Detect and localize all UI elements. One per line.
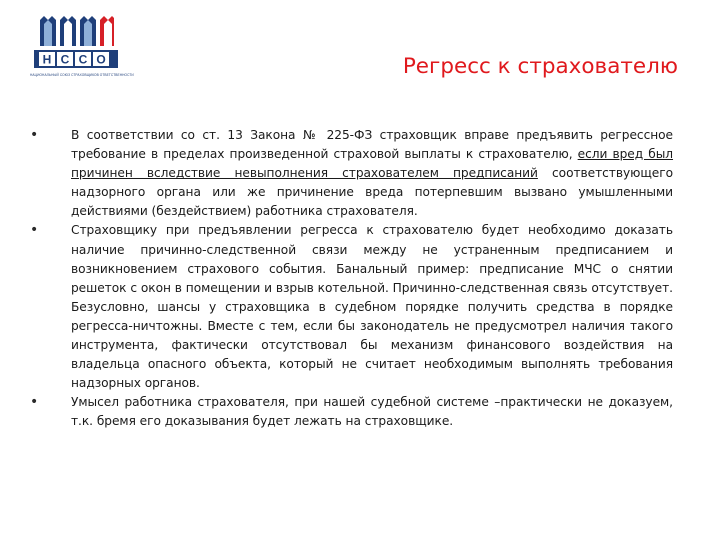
nsso-logo xyxy=(30,14,134,80)
bullet-marker: • xyxy=(30,127,39,143)
bullet-text: Страховщику при предъявлении регресса к страхователю будет необходимо доказать наличие причинно-следственной связи между не устраненным предписанием и возникновением страхового события. Банальный пример: предписание МЧС о снятии решеток с окон в помещении и взрыв котельной. Причинно-следственная связь отсутствует. Безусловно, шансы у страховщика в судебном порядке получить средства в порядке регресса-ничтожны. Вместе с тем, если бы законодатель не предусмотрел наличия такого инструмента, фактически отсутствовал бы механизм финансового воздействия на владельца опасного объекта, который не считает необходимым выполнять требования надзорных органов. xyxy=(71,223,673,391)
bullet-text: Умысел работника страхователя, при нашей судебной системе –практически не доказуем, т.к. бремя его доказывания будет лежать на страховщике. xyxy=(71,395,673,429)
bullet-item xyxy=(30,393,673,431)
bullet-marker: • xyxy=(30,222,39,239)
bullet-item xyxy=(30,221,673,393)
logo-letter: О xyxy=(96,52,106,67)
logo-letter: С xyxy=(78,52,88,67)
bullet-item xyxy=(30,126,673,221)
bullet-text xyxy=(71,126,673,221)
nsso-logo-icon xyxy=(30,14,122,72)
bullet-text-part: соответствующего надзорного органа или же причинение вреда потерпевшим вызвано умышленными действиями (бездействием) работника страхователя. xyxy=(71,166,673,219)
logo-caption: НАЦИОНАЛЬНЫЙ СОЮЗ СТРАХОВЩИКОВ ОТВЕТСТВЕННОСТИ xyxy=(30,73,134,77)
bullet-marker: • xyxy=(30,394,39,411)
underlined-text: если вред был причинен вследствие невыполнения страхователем предписаний xyxy=(71,147,674,181)
bullet-text-part: В соответствии со ст. 13 Закона № 225-ФЗ страховщик вправе предъявить регрессное требование в пределах произведенной страховой выплаты к страхователю, xyxy=(71,128,673,162)
logo-letter: С xyxy=(60,52,70,67)
bullet-list xyxy=(30,126,673,432)
slide-title: Регресс к страхователю xyxy=(402,54,678,79)
logo-letter: Н xyxy=(42,52,52,67)
